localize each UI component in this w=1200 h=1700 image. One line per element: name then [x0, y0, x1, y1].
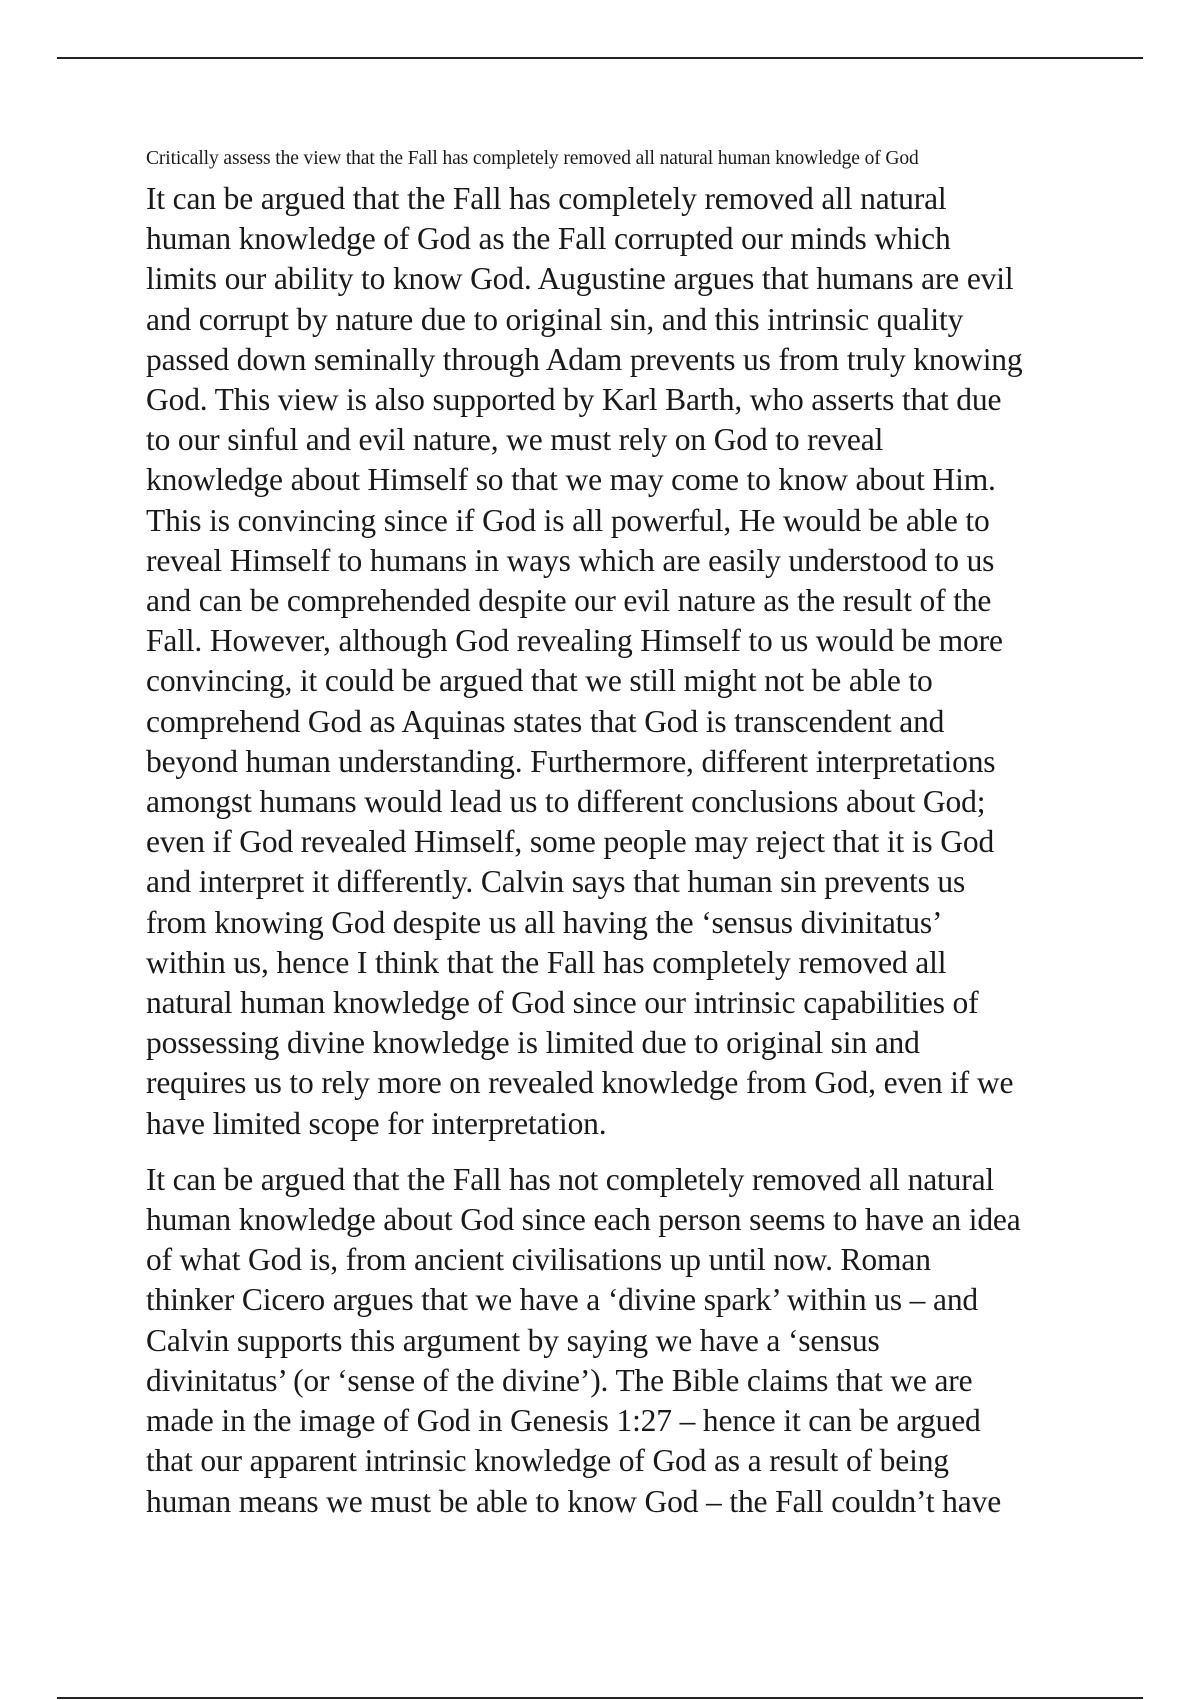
paragraph-1	[146, 179, 1076, 1144]
text-line: and corrupt by nature due to original sin, and this intrinsic quality	[146, 301, 964, 337]
text-line: requires us to rely more on revealed knowledge from God, even if we	[146, 1065, 1014, 1101]
text-line: from knowing God despite us all having the ‘sensus divinitatus’	[146, 904, 943, 940]
essay-question: Critically assess the view that the Fall has completely removed all natural human knowledge of God	[146, 148, 919, 169]
text-line: It can be argued that the Fall has not completely removed all natural	[146, 1161, 995, 1197]
text-line: of what God is, from ancient civilisations up until now. Roman	[146, 1242, 931, 1278]
text-line: divinitatus’ (or ‘sense of the divine’). The Bible claims that we are	[146, 1362, 973, 1398]
text-line: Fall. However, although God revealing Himself to us would be more	[146, 623, 1003, 659]
text-line: and interpret it differently. Calvin says that human sin prevents us	[146, 864, 966, 900]
text-line: Calvin supports this argument by saying we have a ‘sensus	[146, 1322, 880, 1358]
bottom-divider	[57, 1697, 1143, 1699]
text-line: human means we must be able to know God – the Fall couldn’t have	[146, 1483, 1002, 1519]
text-line: made in the image of God in Genesis 1:27 – hence it can be argued	[146, 1403, 981, 1439]
text-line: comprehend God as Aquinas states that God is transcendent and	[146, 703, 945, 739]
text-line: natural human knowledge of God since our intrinsic capabilities of	[146, 985, 979, 1021]
text-line: passed down seminally through Adam prevents us from truly knowing	[146, 341, 1023, 377]
text-line: It can be argued that the Fall has completely removed all natural	[146, 181, 947, 216]
text-line: This is convincing since if God is all powerful, He would be able to	[146, 502, 990, 538]
text-line: knowledge about Himself so that we may come to know about Him.	[146, 462, 996, 498]
top-divider	[57, 57, 1143, 59]
text-line: possessing divine knowledge is limited due to original sin and	[146, 1025, 920, 1061]
text-line: convincing, it could be argued that we still might not be able to	[146, 663, 933, 699]
text-line: and can be comprehended despite our evil nature as the result of the	[146, 583, 992, 619]
text-line: thinker Cicero argues that we have a ‘divine spark’ within us – and	[146, 1282, 979, 1318]
paragraph-2	[146, 1160, 1076, 1522]
text-line: have limited scope for interpretation.	[146, 1105, 607, 1141]
text-line: God. This view is also supported by Karl Barth, who asserts that due	[146, 382, 1002, 418]
text-line: human knowledge about God since each person seems to have an idea	[146, 1202, 1021, 1238]
text-line: to our sinful and evil nature, we must rely on God to reveal	[146, 422, 884, 458]
text-line: that our apparent intrinsic knowledge of God as a result of being	[146, 1443, 949, 1479]
document-body	[146, 146, 1076, 1538]
text-line: human knowledge of God as the Fall corrupted our minds which	[146, 221, 951, 257]
text-line: limits our ability to know God. Augustine argues that humans are evil	[146, 261, 1014, 297]
text-line: within us, hence I think that the Fall has completely removed all	[146, 944, 947, 980]
text-line: reveal Himself to humans in ways which are easily understood to us	[146, 542, 995, 578]
text-line: beyond human understanding. Furthermore, different interpretations	[146, 743, 996, 779]
text-line: amongst humans would lead us to different conclusions about God;	[146, 784, 986, 820]
text-line: even if God revealed Himself, some people may reject that it is God	[146, 824, 995, 860]
